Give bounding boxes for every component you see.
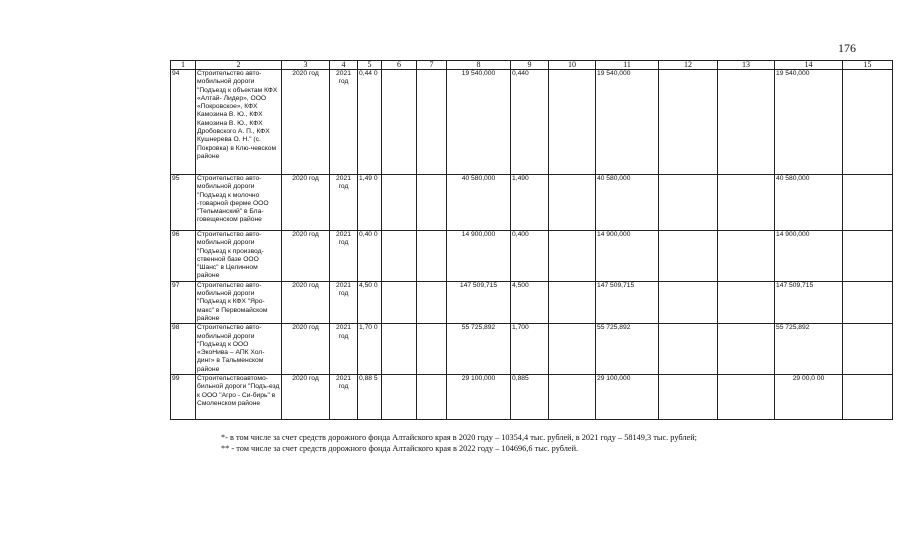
length-km: 4,50 0: [358, 281, 382, 323]
row-number: 99: [171, 375, 196, 420]
cell-col-6: [382, 281, 417, 323]
cell-col-11: 40 580,000: [596, 175, 659, 231]
length-km: 1,70 0: [358, 324, 382, 375]
column-header: 13: [718, 61, 775, 70]
total-cost: 55 725,892: [447, 324, 511, 375]
column-header: 2: [196, 61, 282, 70]
object-name: Строительство авто-мобильной дороги "Подъезд к ООО «ЭкоНива – АПК Хол-динг» в Тальменском районе: [196, 324, 282, 375]
cell-col-7: [417, 231, 447, 282]
start-year: 2020 год: [282, 375, 330, 420]
object-name: Строительствоавтомо-бильной дороги "Подъ-езд к ООО "Агро - Си-бирь" в Смоленском районе: [196, 375, 282, 420]
cell-col-10: [549, 375, 596, 420]
object-name: Строительство авто-мобильной дороги "Подъезд к КФХ "Яро-макс" в Первомайском районе: [196, 281, 282, 323]
cell-col-15: [843, 324, 893, 375]
cell-col-14: 19 540,000: [775, 70, 843, 175]
total-cost: 19 540,000: [447, 70, 511, 175]
table-header-row: [171, 61, 893, 70]
cell-col-12: [659, 70, 718, 175]
cell-col-10: [549, 281, 596, 323]
cell-col-7: [417, 281, 447, 323]
end-year: 2021 год: [330, 375, 358, 420]
length-km: 0,40 0: [358, 231, 382, 282]
cell-col-12: [659, 231, 718, 282]
cell-col-9: 0,885: [511, 375, 549, 420]
cell-col-6: [382, 175, 417, 231]
cell-col-6: [382, 324, 417, 375]
cell-col-15: [843, 70, 893, 175]
total-cost: 147 509,715: [447, 281, 511, 323]
cell-col-13: [718, 375, 775, 420]
cell-col-11: 147 509,715: [596, 281, 659, 323]
column-header: 5: [358, 61, 382, 70]
object-name: Строительство авто-мобильной дороги "Подъезд к производ-ственной базе ООО "Шанс" в Целинном районе: [196, 231, 282, 282]
end-year: 2021 год: [330, 70, 358, 175]
start-year: 2020 год: [282, 324, 330, 375]
table-row: [171, 281, 893, 323]
cell-col-13: [718, 70, 775, 175]
footnote: ** - том числе за счет средств дорожного фонда Алтайского края в 2022 году – 104696,6 тыс. рублей.: [221, 444, 579, 453]
cell-col-11: 29 100,000: [596, 375, 659, 420]
cell-col-7: [417, 70, 447, 175]
cell-col-14: 40 580,000: [775, 175, 843, 231]
column-header: 10: [549, 61, 596, 70]
row-number: 97: [171, 281, 196, 323]
table-row: [171, 324, 893, 375]
cell-col-7: [417, 175, 447, 231]
cell-col-6: [382, 375, 417, 420]
cell-col-12: [659, 375, 718, 420]
cell-col-9: 0,400: [511, 231, 549, 282]
column-header: 3: [282, 61, 330, 70]
cell-col-9: 4,500: [511, 281, 549, 323]
footnote: *- в том числе за счет средств дорожного фонда Алтайского края в 2020 году – 10354,4 тыс. рублей, в 2021 году – 58149,3 тыс. рублей;: [221, 433, 697, 442]
cell-col-12: [659, 281, 718, 323]
cell-col-10: [549, 231, 596, 282]
cell-col-15: [843, 281, 893, 323]
cell-col-15: [843, 375, 893, 420]
construction-table: [170, 60, 893, 420]
column-header: 15: [843, 61, 893, 70]
total-cost: 29 100,000: [447, 375, 511, 420]
table-row: [171, 175, 893, 231]
cell-col-6: [382, 70, 417, 175]
column-header: 8: [447, 61, 511, 70]
row-number: 98: [171, 324, 196, 375]
cell-col-11: 19 540,000: [596, 70, 659, 175]
cell-col-9: 0,440: [511, 70, 549, 175]
cell-col-13: [718, 175, 775, 231]
column-header: 4: [330, 61, 358, 70]
row-number: 94: [171, 70, 196, 175]
length-km: 1,49 0: [358, 175, 382, 231]
cell-col-15: [843, 175, 893, 231]
cell-col-6: [382, 231, 417, 282]
object-name: Строительство авто-мобильной дороги "Подъезд к молочно -товарной ферме ООО "Тельманский" в Бла-говещенском районе: [196, 175, 282, 231]
column-header: 12: [659, 61, 718, 70]
cell-col-10: [549, 70, 596, 175]
end-year: 2021 год: [330, 231, 358, 282]
table-row: [171, 375, 893, 420]
start-year: 2020 год: [282, 70, 330, 175]
cell-col-14: 55 725,892: [775, 324, 843, 375]
cell-col-15: [843, 231, 893, 282]
table-row: [171, 231, 893, 282]
cell-col-13: [718, 231, 775, 282]
cell-col-14: 147 509,715: [775, 281, 843, 323]
cell-col-11: 14 900,000: [596, 231, 659, 282]
cell-col-10: [549, 175, 596, 231]
start-year: 2020 год: [282, 175, 330, 231]
cell-col-9: 1,700: [511, 324, 549, 375]
total-cost: 14 900,000: [447, 231, 511, 282]
column-header: 1: [171, 61, 196, 70]
length-km: 0,88 5: [358, 375, 382, 420]
row-number: 96: [171, 231, 196, 282]
table-row: [171, 70, 893, 175]
cell-col-12: [659, 175, 718, 231]
end-year: 2021 год: [330, 175, 358, 231]
column-header: 11: [596, 61, 659, 70]
column-header: 14: [775, 61, 843, 70]
end-year: 2021 год: [330, 324, 358, 375]
end-year: 2021 год: [330, 281, 358, 323]
page-number: 176: [838, 41, 856, 55]
cell-col-7: [417, 324, 447, 375]
total-cost: 40 580,000: [447, 175, 511, 231]
start-year: 2020 год: [282, 231, 330, 282]
cell-col-13: [718, 324, 775, 375]
cell-col-11: 55 725,892: [596, 324, 659, 375]
column-header: 6: [382, 61, 417, 70]
cell-col-10: [549, 324, 596, 375]
cell-col-9: 1,490: [511, 175, 549, 231]
cell-col-7: [417, 375, 447, 420]
cell-col-14: 29 00,0 00: [775, 375, 843, 420]
cell-col-12: [659, 324, 718, 375]
cell-col-13: [718, 281, 775, 323]
start-year: 2020 год: [282, 281, 330, 323]
column-header: 7: [417, 61, 447, 70]
length-km: 0,44 0: [358, 70, 382, 175]
row-number: 95: [171, 175, 196, 231]
footnotes: [221, 432, 697, 454]
cell-col-14: 14 900,000: [775, 231, 843, 282]
object-name: Строительство авто-мобильной дороги "Подъезд к объектам КФХ «Алтай- Лидер», ООО «Покровское», КФХ Камозина В. Ю., КФХ Камозина В. Ю., КФХ Дробовского А. П., КФХ Кушнерева О. Н." (с. Покровка) в Клю-чевском районе: [196, 70, 282, 175]
column-header: 9: [511, 61, 549, 70]
